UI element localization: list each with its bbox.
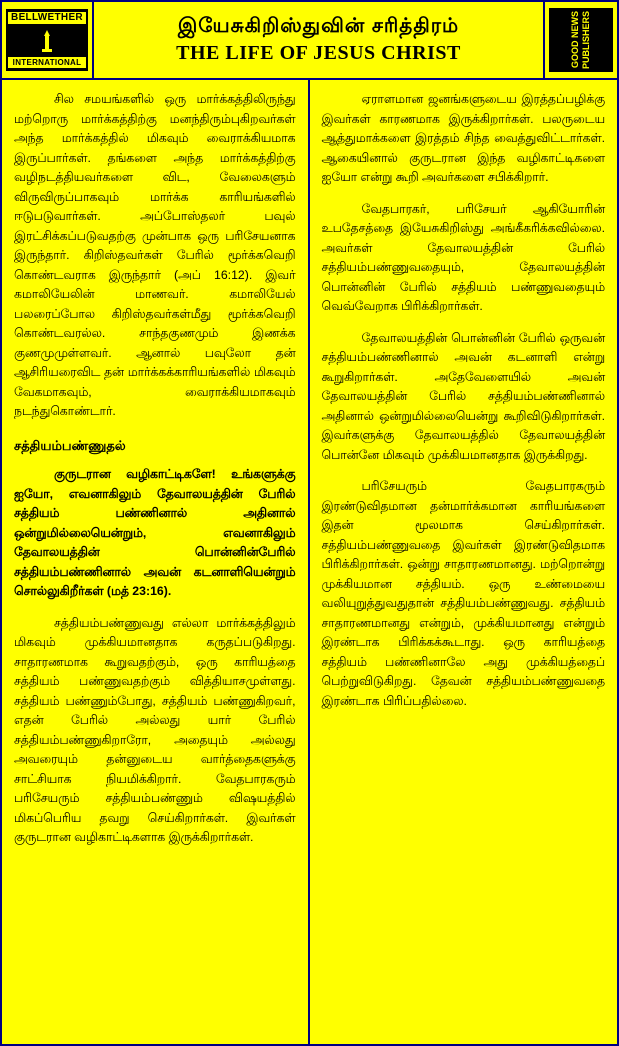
publisher-inner xyxy=(549,8,613,72)
page-header xyxy=(2,2,617,80)
paragraph: பரிசேயரும் வேதபாரகரும் இரண்டுவிதமான தன்மார்க்கமான காரியங்களை இதன் மூலமாக செய்கிறார்கள். சத்தியம்பண்ணுவதை இவர்கள் இரண்டுவிதமாக பிரிக்கிறார்கள். ஒன்று சாதாரணமானது. மற்றொன்று முக்கியமான சத்தியம். ஒரு உண்மையை வலியுறுத்துவதுதான் சத்தியம்பண்ணுவது. சத்தியம் சாதாரணமானது என்றும், முக்கியமானது என்றும் இரண்டாக பிரிக்கக்கூடாது. ஒரு காரியத்தை சத்தியம் பண்ணினாலே அது முக்கியத்தைப் பெற்றுவிடுகிறது. தேவன் சத்தியம்பண்ணுவதை இரண்டாக பிரிப்பதில்லை. xyxy=(321,479,605,708)
title-english: THE LIFE OF JESUS CHRIST xyxy=(176,42,461,64)
paragraph: ஏராளமான ஜனங்களுடைய இரத்தப்பழிக்கு இவர்கள் காரணமாக இருக்கிறார்கள். பலருடைய ஆத்துமாக்களை இரத்தம் சிந்த வைத்துவிட்டார்கள். ஆகையினால் குருடரான இந்த வழிகாட்டிகளை ஐயோ என்று கூறி அவர்களை சபிக்கிறார். xyxy=(321,92,605,184)
publisher-line-1: GOOD NEWS xyxy=(570,11,580,69)
logo-top-word: BELLWETHER xyxy=(8,12,86,24)
publisher-line-2: PUBLISHERS xyxy=(581,10,591,69)
section-heading: சத்தியம்பண்ணுதல் xyxy=(14,437,126,453)
paragraph: வேதபாரகர், பரிசேயர் ஆகியோரின் உபதேசத்தை இயேசுகிறிஸ்து அங்கீகரிக்கவில்லை. அவர்கள் தேவாலயத்தின் பேரில் சத்தியம்பண்ணுவதையும், தேவாலயத்தின் பொன்னின் பேரில் சத்தியம் பண்ணுவதையும் வெவ்வேறாக பிரிக்கிறார்கள். xyxy=(321,201,605,313)
right-column xyxy=(310,80,618,1044)
title-tamil: இயேசுகிறிஸ்துவின் சரித்திரம் xyxy=(177,15,460,37)
logo-inner xyxy=(6,9,88,71)
page-body xyxy=(2,80,617,1044)
page-title xyxy=(94,2,543,78)
publisher-logo xyxy=(543,2,617,78)
paragraph: சில சமயங்களில் ஒரு மார்க்கத்திலிருந்து மற்றொரு மார்க்கத்திற்கு மனந்திரும்புகிறவர்கள் அந்த மார்க்கத்தில் மிகவும் வைராக்கியமாக இருப்பார்கள். தங்களை அந்த மார்க்கத்திற்கு வழிநடத்தியவர்களை விட, வேலைகளும் விருவிருப்பாகவும் மார்க்க காரியங்களில் ஈடுபடுவார்கள். அப்போஸ்தலர் பவுல் இரட்சிக்கப்படுவதற்கு முன்பாக ஒரு பரிசேயனாக இருந்தார். கிறிஸ்தவர்கள் பேரில் மூர்க்கவெறி கொண்டவராக இருந்தார் (அப் 16:12). இவர் கமாலியேலின் மாணவர். கமாலியேல் பலரைப்போல கிறிஸ்தவர்கள்மீது மூர்க்கவெறி கொண்டவரல்ல. சாந்தகுணமும் இணக்க குணமுமுள்ளவர். ஆனால் பவுலோ தன் ஆசிரியரைவிட தன் மார்க்கக்காரியங்களில் மிகவும் வேகமாகவும், வைராக்கியமாகவும் நடந்துகொண்டார். xyxy=(14,92,296,418)
torch-icon xyxy=(36,24,58,57)
paragraph: தேவாலயத்தின் பொன்னின் பேரில் ஒருவன் சத்தியம்பண்ணினால் அவன் கடனாளி என்று கூறுகிறார்கள். அதேவேளையில் அவன் தேவாலயத்தின் பேரில் சத்தியம்பண்ணினால் அதினால் ஒன்றுமில்லையென்று கூறிவிடுகிறார்கள். இவர்களுக்கு தேவாலயத்தில் தேவாலயத்தின் பொன்னே மிகவும் முக்கியமானதாக இருக்கிறது. xyxy=(321,330,605,462)
paragraph: சத்தியம்பண்ணுவது எல்லா மார்க்கத்திலும் மிகவும் முக்கியமானதாக கருதப்படுகிறது. சாதாரணமாக கூறுவதற்கும், ஒரு காரியத்தை சத்தியம் பண்ணுவதற்கும் வித்தியாசமுள்ளது. சத்தியம் பண்ணும்போது, சத்தியம் பண்ணுகிறவர், எதன் பேரில் அல்லது யார் பேரில் சத்தியம்பண்ணுகிறாரோ, அதையும் அல்லது அவரையும் தன்னுடைய வார்த்தைகளுக்கு சாட்சியாக நியமிக்கிறார். வேதபாரகரும் பரிசேயரும் சத்தியம்பண்ணும் விஷயத்தில் மிகப்பெரிய தவறு செய்கிறார்கள். இவர்கள் குருடரான வழிகாட்டிகளாக இருக்கிறார்கள். xyxy=(14,615,296,844)
logo-bottom-word: INTERNATIONAL xyxy=(8,57,86,68)
scripture-quote: குருடரான வழிகாட்டிகளே! உங்களுக்கு ஐயோ, எவனாகிலும் தேவாலயத்தின் பேரில் சத்தியம் பண்ணினால் அதினால் ஒன்றுமில்லையென்றும், எவனாகிலும் தேவாலயத்தின் பொன்னின்பேரில் சத்தியம்பண்ணினால் அவன் கடனாளியென்றும் சொல்லுகிறீர்கள் (மத் 23:16). xyxy=(14,467,296,598)
bellwether-logo xyxy=(2,2,94,78)
left-column xyxy=(2,80,310,1044)
